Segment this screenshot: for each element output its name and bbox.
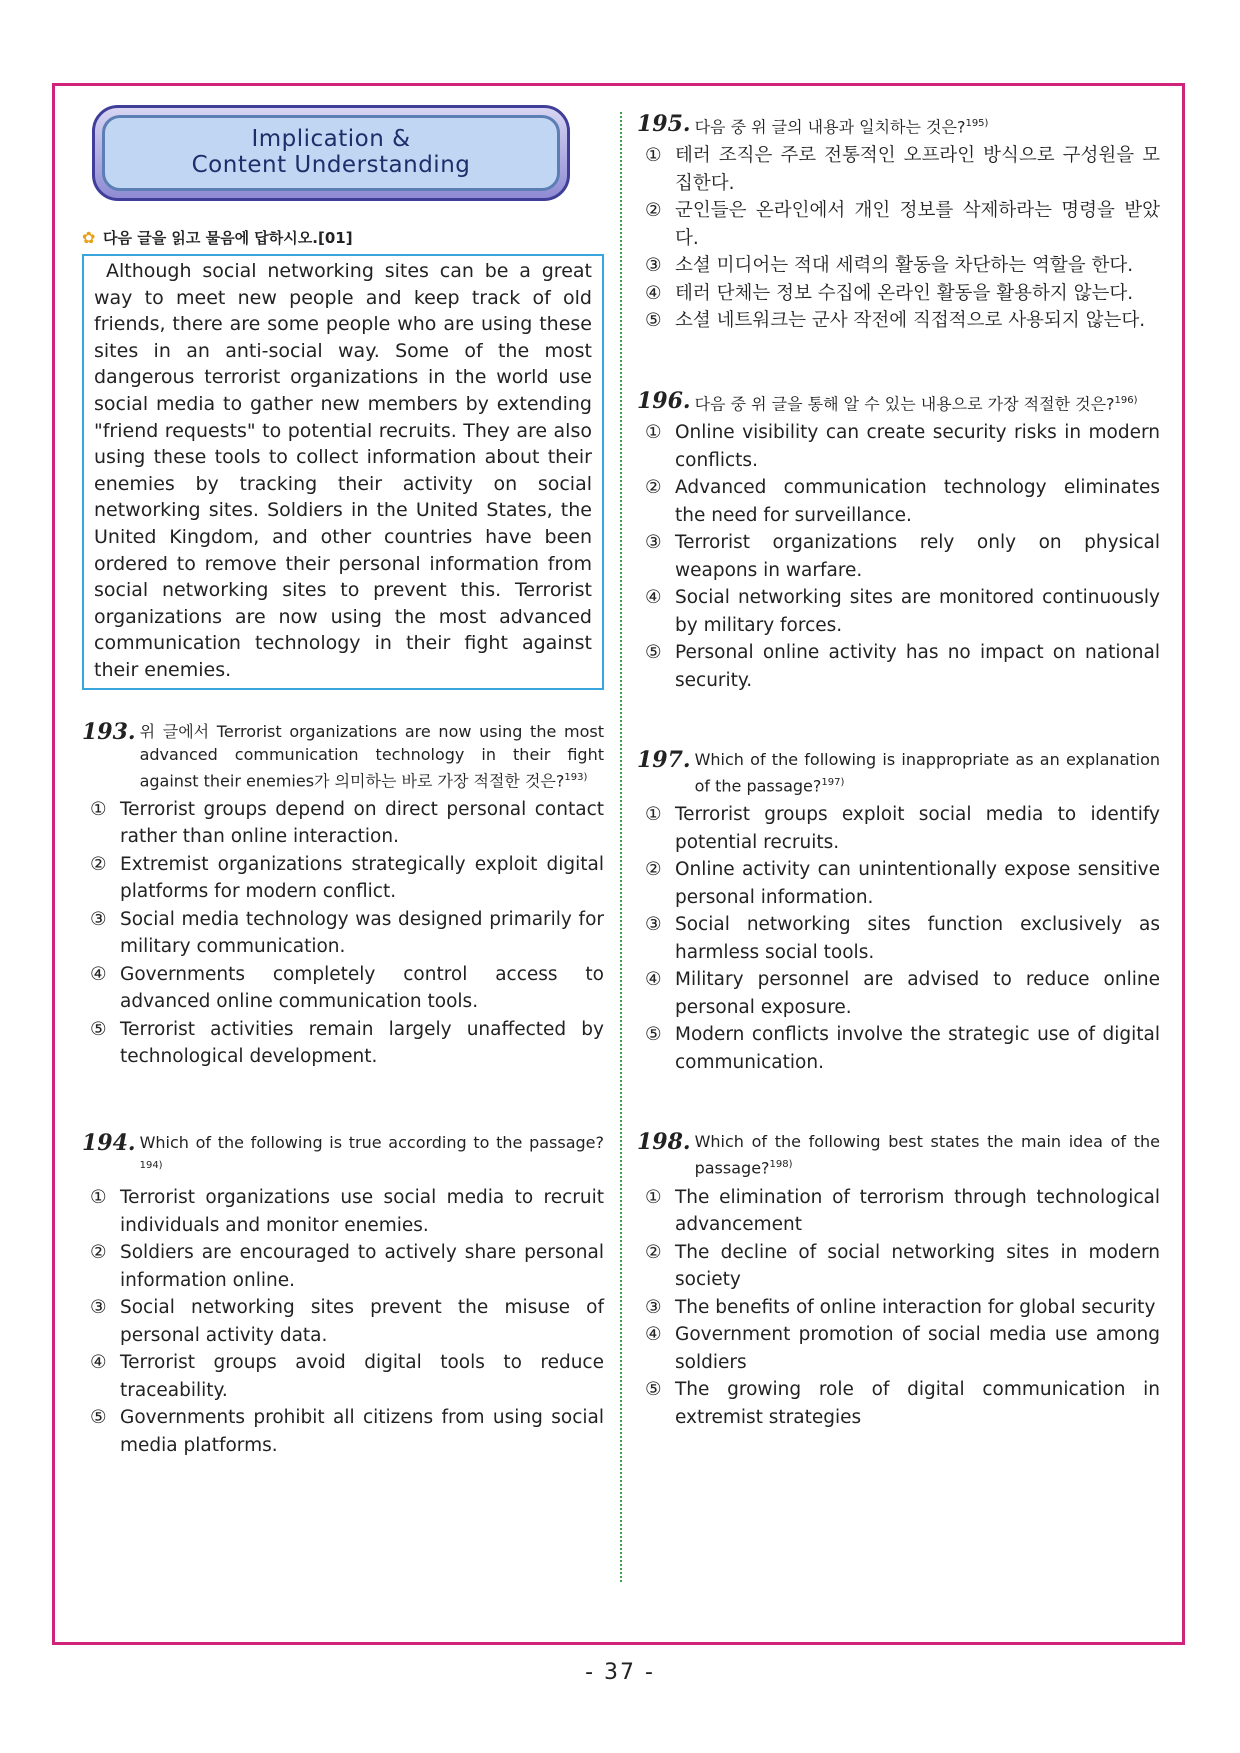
footnote-ref: 198)	[769, 1159, 793, 1171]
option-text: Terrorist organizations rely only on physical weapons in warfare.	[675, 532, 1160, 581]
option-marker: ②	[645, 200, 662, 222]
option-marker: ①	[645, 1186, 662, 1208]
option-text: Online activity can unintentionally expose sensitive personal information.	[675, 859, 1160, 908]
question-number: 193.	[82, 718, 136, 745]
option-text: Social media technology was designed primarily for military communication.	[120, 908, 604, 958]
question-198	[637, 1130, 1160, 1431]
question-number: 197.	[637, 747, 691, 774]
option-marker: ②	[90, 853, 107, 875]
option-text: The elimination of terrorism through technological advancement	[675, 1186, 1160, 1236]
option-marker: ①	[645, 804, 662, 826]
answer-option[interactable]	[82, 1016, 604, 1071]
option-marker: ①	[645, 145, 662, 167]
option-text: Social networking sites prevent the misuse of personal activity data.	[120, 1297, 604, 1346]
question-number: 198.	[637, 1129, 691, 1156]
answer-option[interactable]	[637, 1184, 1160, 1239]
question-194	[82, 1131, 604, 1459]
option-text: Government promotion of social media use among soldiers	[675, 1324, 1160, 1373]
option-marker: ②	[90, 1242, 107, 1264]
option-list	[82, 796, 604, 1071]
answer-option[interactable]	[82, 961, 604, 1016]
option-marker: ⑤	[90, 1407, 107, 1429]
answer-option[interactable]	[637, 142, 1160, 197]
answer-option[interactable]	[637, 801, 1160, 856]
option-text: 테러 조직은 주로 전통적인 오프라인 방식으로 구성원을 모집한다.	[675, 145, 1160, 194]
answer-option[interactable]	[637, 966, 1160, 1021]
answer-option[interactable]	[637, 280, 1160, 308]
option-text: Personal online activity has no impact on national security.	[675, 642, 1160, 691]
option-marker: ③	[645, 1296, 662, 1318]
option-marker: ⑤	[90, 1018, 107, 1040]
option-marker: ④	[645, 969, 662, 991]
question-193	[82, 720, 604, 1071]
footnote-ref: 197)	[821, 777, 845, 789]
answer-option[interactable]	[82, 1239, 604, 1294]
answer-option[interactable]	[82, 1404, 604, 1459]
option-text: Extremist organizations strategically exploit digital platforms for modern conflict.	[120, 853, 604, 903]
option-text: 군인들은 온라인에서 개인 정보를 삭제하라는 명령을 받았다.	[675, 200, 1160, 249]
option-marker: ③	[90, 908, 107, 930]
option-text: Online visibility can create security risks in modern conflicts.	[675, 422, 1160, 471]
option-text: Military personnel are advised to reduce online personal exposure.	[675, 969, 1160, 1018]
answer-option[interactable]	[637, 419, 1160, 474]
answer-option[interactable]	[637, 639, 1160, 694]
question-header	[82, 1131, 604, 1180]
instruction-text: 다음 글을 읽고 물음에 답하시오.[01]	[103, 229, 353, 247]
option-marker: ⑤	[645, 1024, 662, 1046]
answer-option[interactable]	[637, 1021, 1160, 1076]
option-text: Social networking sites are monitored continuously by military forces.	[675, 587, 1160, 636]
page-number: - 37 -	[585, 1660, 655, 1685]
instruction	[82, 227, 604, 248]
option-text: Soldiers are encouraged to actively share personal information online.	[120, 1242, 604, 1291]
section-title-line-2: Content Understanding	[191, 152, 471, 178]
option-text: Terrorist activities remain largely unaffected by technological development.	[120, 1018, 604, 1068]
option-marker: ②	[645, 859, 662, 881]
right-column	[637, 112, 1160, 1431]
option-marker: ①	[90, 798, 107, 820]
question-number: 196.	[637, 387, 691, 414]
option-marker: ④	[90, 963, 107, 985]
option-marker: ④	[645, 1324, 662, 1346]
option-marker: ④	[645, 282, 662, 304]
question-stem: 다음 중 위 글을 통해 알 수 있는 내용으로 가장 적절한 것은?$^{196)}$	[694, 394, 1138, 414]
question-number: 194.	[82, 1129, 136, 1156]
option-marker: ④	[90, 1352, 107, 1374]
reading-passage: Although social networking sites can be a great way to meet new people and keep track of old friends, there are some people who are using these sites in an anti-social way. Some of the most dangerous terrorist organizations in the world use social media to gather new members by extending "friend requests" to potential recruits. They are also using these tools to collect information about their enemies by tracking their activity on social networking sites. Soldiers in the United States, the United Kingdom, and other countries have been ordered to remove their personal information from social networking sites to prevent this. Terrorist organizations are now using the most advanced communication technology in their fight against their enemies.	[82, 254, 604, 690]
answer-option[interactable]	[637, 1376, 1160, 1431]
option-text: Terrorist groups exploit social media to identify potential recruits.	[675, 804, 1160, 853]
answer-option[interactable]	[637, 529, 1160, 584]
answer-option[interactable]	[637, 1321, 1160, 1376]
option-text: Terrorist organizations use social media to recruit individuals and monitor enemies.	[120, 1187, 604, 1236]
option-text: Modern conflicts involve the strategic use of digital communication.	[675, 1024, 1160, 1073]
question-header	[82, 720, 604, 792]
flower-icon: ✿	[82, 228, 96, 247]
footnote-ref: 196)	[1114, 394, 1138, 406]
option-marker: ②	[645, 1241, 662, 1263]
option-marker: ③	[90, 1297, 107, 1319]
option-marker: ①	[645, 422, 662, 444]
answer-option[interactable]	[637, 1239, 1160, 1294]
footnote-ref: 193)	[564, 771, 588, 783]
option-marker: ⑤	[645, 310, 662, 332]
answer-option[interactable]	[637, 856, 1160, 911]
option-list	[637, 801, 1160, 1076]
option-list	[637, 419, 1160, 694]
option-text: The growing role of digital communication in extremist strategies	[675, 1379, 1160, 1428]
question-196	[637, 389, 1160, 694]
option-text: Governments prohibit all citizens from using social media platforms.	[120, 1407, 604, 1456]
answer-option[interactable]	[637, 584, 1160, 639]
question-stem: Which of the following is true according to the passage?$^{194)}$	[139, 1132, 604, 1171]
question-stem: 다음 중 위 글의 내용과 일치하는 것은?$^{195)}$	[694, 117, 989, 137]
answer-option[interactable]	[637, 911, 1160, 966]
option-marker: ②	[645, 477, 662, 499]
question-number: 195.	[637, 111, 691, 137]
answer-option[interactable]	[82, 1184, 604, 1239]
section-title-line-1: Implication &	[251, 126, 411, 152]
option-text: Governments completely control access to advanced online communication tools.	[120, 963, 604, 1013]
option-marker: ③	[645, 914, 662, 936]
option-list	[637, 142, 1160, 335]
question-header	[637, 112, 1160, 138]
question-header	[637, 748, 1160, 797]
answer-option[interactable]	[82, 851, 604, 906]
footnote-ref: 195)	[965, 118, 989, 129]
option-text: The benefits of online interaction for global security	[675, 1296, 1156, 1318]
question-197	[637, 748, 1160, 1076]
answer-option[interactable]	[637, 197, 1160, 252]
answer-option[interactable]	[637, 307, 1160, 335]
column-divider	[620, 112, 622, 1582]
footnote-ref: 194)	[139, 1159, 163, 1171]
option-text: Social networking sites function exclusively as harmless social tools.	[675, 914, 1160, 963]
option-text: Advanced communication technology eliminates the need for surveillance.	[675, 477, 1160, 526]
question-195	[637, 112, 1160, 335]
answer-option[interactable]	[82, 906, 604, 961]
answer-option[interactable]	[637, 1294, 1160, 1322]
option-text: 테러 단체는 정보 수집에 온라인 활동을 활용하지 않는다.	[675, 282, 1134, 304]
option-marker: ④	[645, 587, 662, 609]
option-marker: ③	[645, 255, 662, 277]
option-text: 소셜 네트워크는 군사 작전에 직접적으로 사용되지 않는다.	[675, 310, 1146, 332]
option-list	[82, 1184, 604, 1459]
answer-option[interactable]	[637, 252, 1160, 280]
answer-option[interactable]	[82, 1294, 604, 1349]
option-text: 소셜 미디어는 적대 세력의 활동을 차단하는 역할을 한다.	[675, 255, 1134, 277]
section-title-banner	[92, 105, 570, 201]
answer-option[interactable]	[82, 1349, 604, 1404]
question-stem: Which of the following best states the main idea of the passage?$^{198)}$	[694, 1132, 1160, 1178]
option-marker: ①	[90, 1187, 107, 1209]
option-text: The decline of social networking sites in modern society	[675, 1241, 1160, 1291]
answer-option[interactable]	[637, 474, 1160, 529]
question-header	[637, 1130, 1160, 1179]
answer-option[interactable]	[82, 796, 604, 851]
question-stem: Which of the following is inappropriate as an explanation of the passage?$^{197)}$	[694, 750, 1160, 796]
option-text: Terrorist groups avoid digital tools to reduce traceability.	[120, 1352, 604, 1401]
option-text: Terrorist groups depend on direct personal contact rather than online interaction.	[120, 798, 604, 848]
option-list	[637, 1184, 1160, 1432]
question-stem: 위 글에서 Terrorist organizations are now using the most advanced communication technology in their fight against their enemies가 의미하는 바로 가장 적절한 것은?$^{193)}$	[139, 721, 604, 790]
left-column	[82, 105, 604, 1459]
option-marker: ⑤	[645, 642, 662, 664]
option-marker: ③	[645, 532, 662, 554]
option-marker: ⑤	[645, 1379, 662, 1401]
question-header	[637, 389, 1160, 415]
